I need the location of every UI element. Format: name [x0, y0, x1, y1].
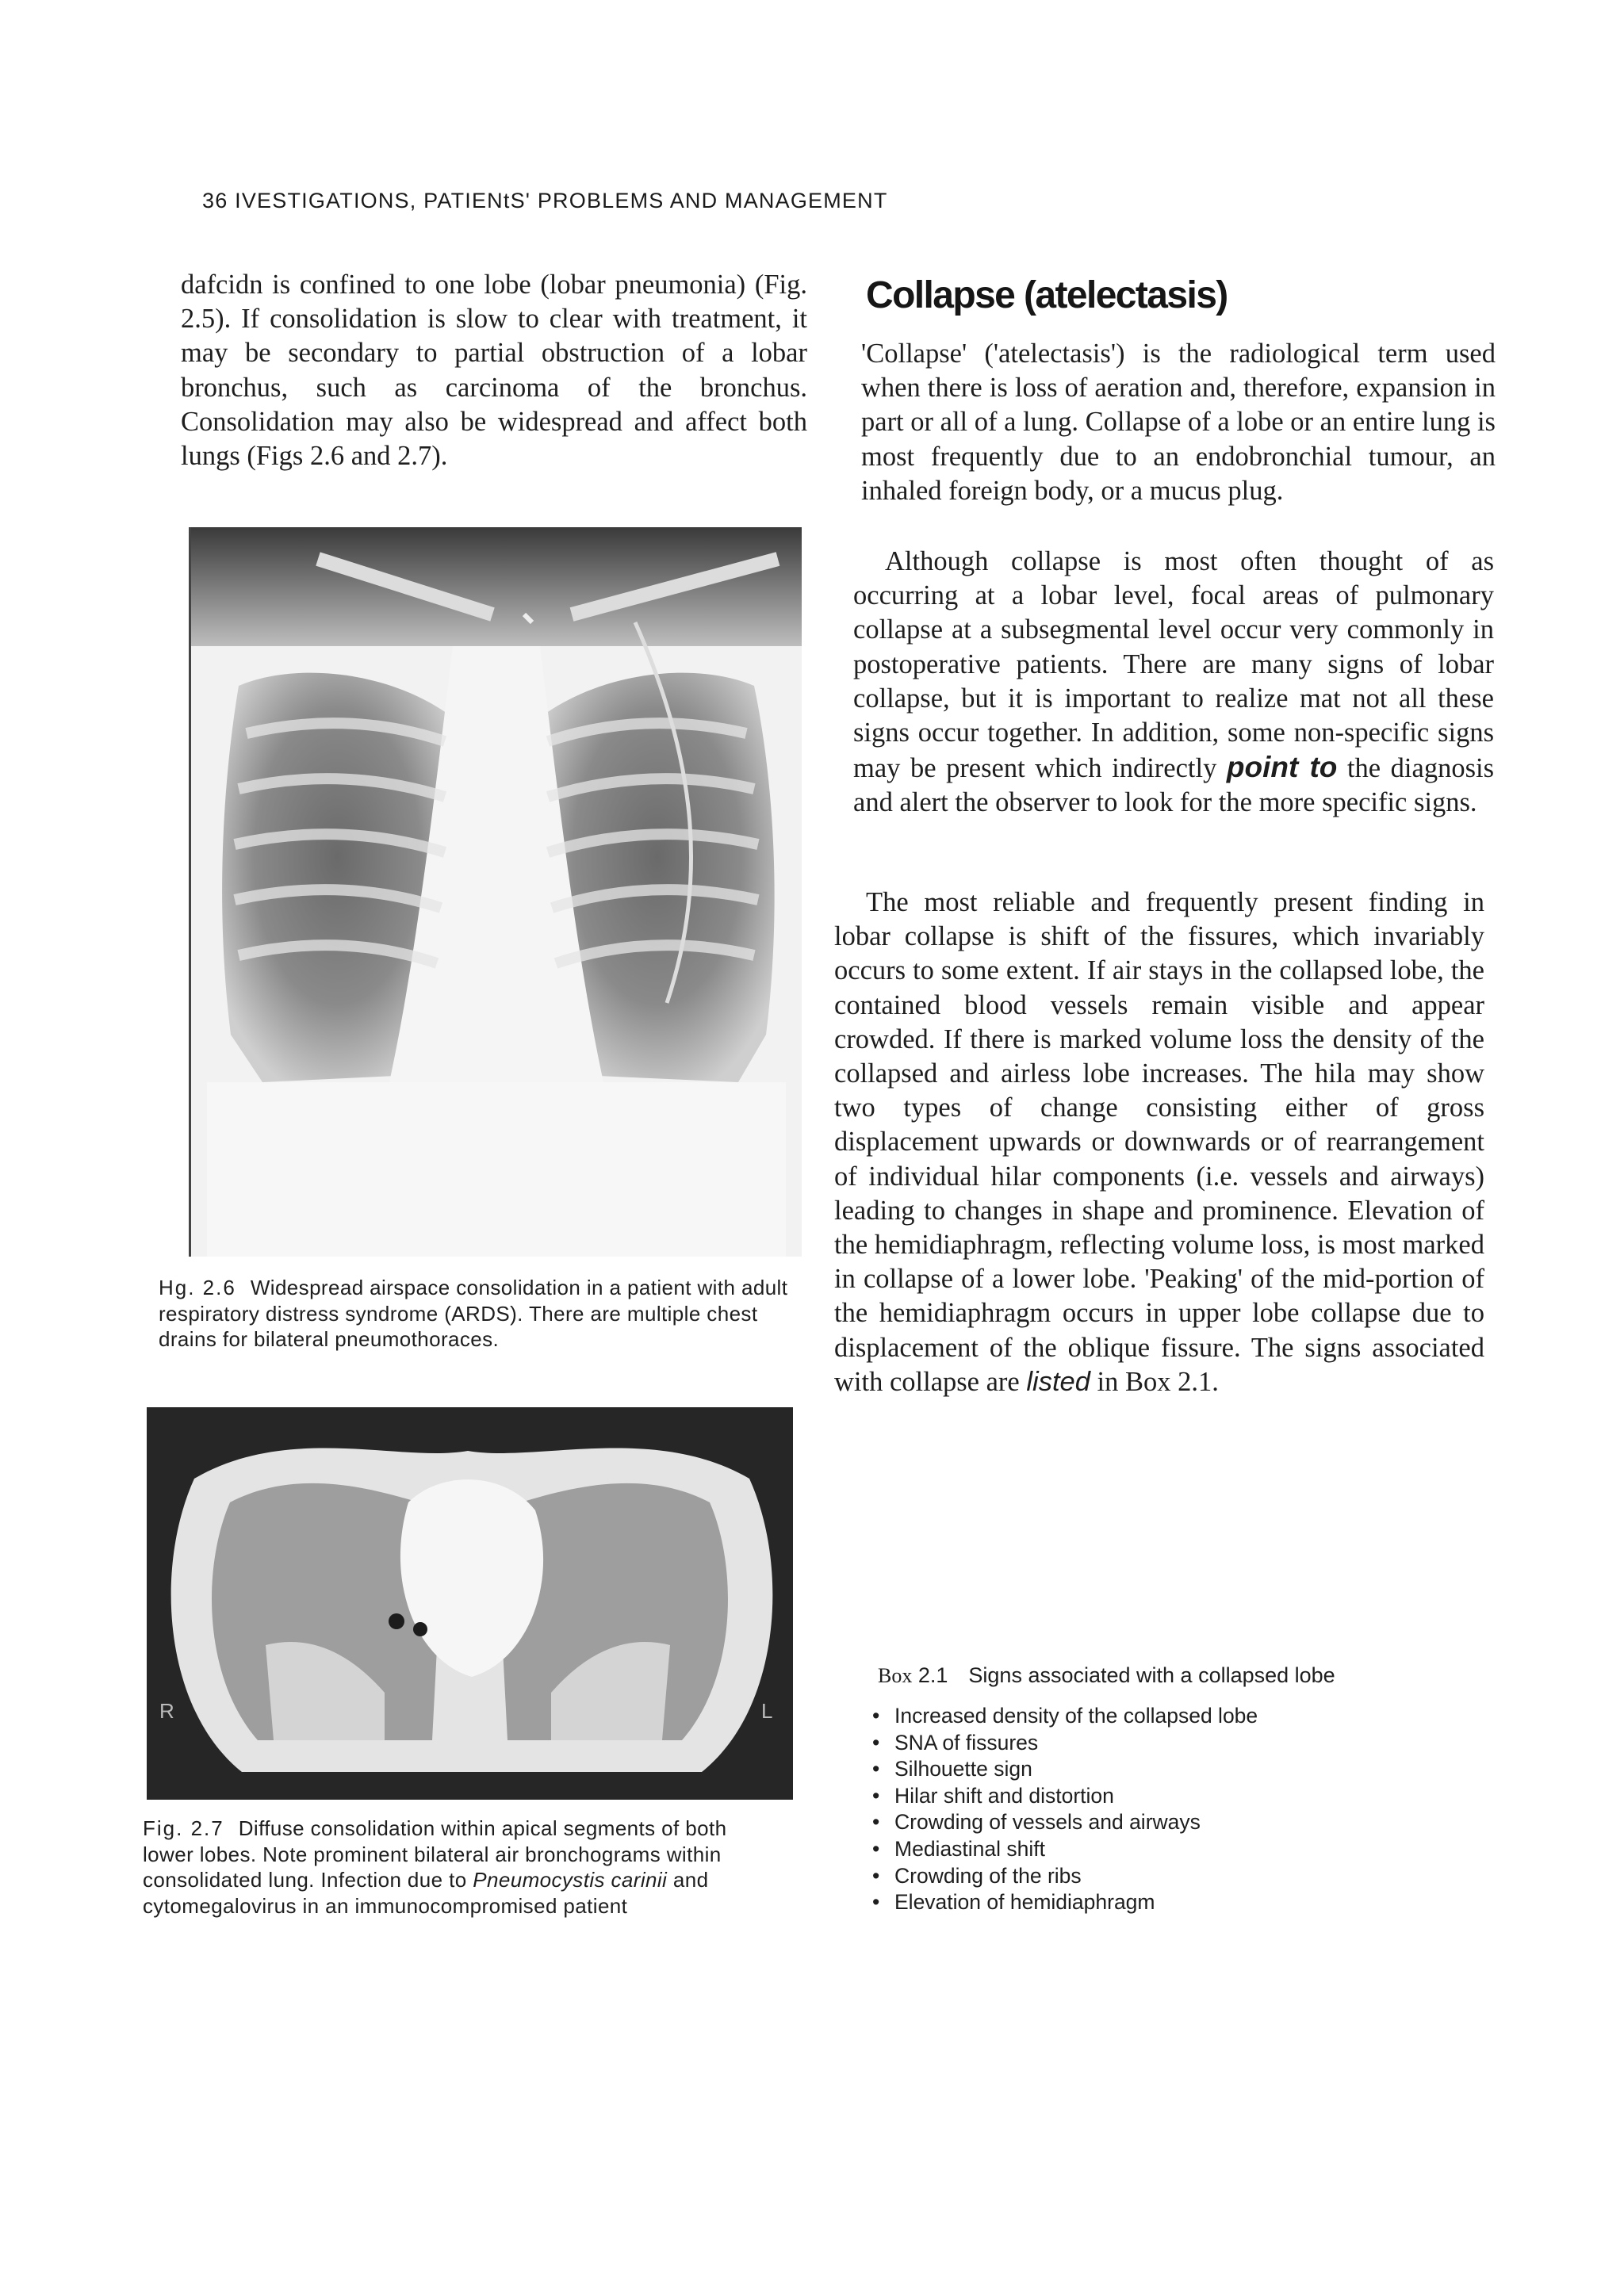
list-item: • Crowding of vessels and airways — [872, 1809, 1491, 1836]
collapse-paragraph-2 — [853, 545, 1494, 821]
bullet-icon: • — [872, 1704, 880, 1728]
bullet-icon: • — [872, 1810, 880, 1835]
collapse-paragraph-3-emphasis: listed — [1026, 1366, 1090, 1397]
figure-2-6-caption-text: Widespread airspace consolidation in a patient with adult respiratory distress syndrome (ARDS). There are multiple chest drains for bilateral pneumothoraces. — [159, 1276, 788, 1351]
list-item: • Silhouette sign — [872, 1756, 1491, 1783]
box-2-1-label: Box — [878, 1664, 913, 1687]
figure-2-7-caption-italic: Pneumocystis carinii — [473, 1868, 668, 1892]
list-item: • Increased density of the collapsed lobe — [872, 1703, 1491, 1730]
collapse-paragraph-1 — [861, 337, 1496, 508]
ct-scan-figure-2-7 — [147, 1407, 793, 1800]
collapse-paragraph-1-text: 'Collapse' ('atelectasis') is the radiological term used when there is loss of aeration and, therefore, expansion in part or all of a lung. Collapse of a lobe or an entire lung is most frequently due to an endobronchial tumour, an inhaled foreign body, or a mucus plug. — [861, 339, 1496, 506]
list-item: • Hilar shift and distortion — [872, 1783, 1491, 1810]
bullet-icon: • — [872, 1890, 880, 1915]
collapse-paragraph-2-emphasis: point to — [1226, 751, 1338, 784]
figure-2-7-caption-text: Diffuse consolidation within apical segments of both lower lobes. Note prominent bilateral air bronchograms within consolidated lung. Infection due to — [143, 1816, 727, 1892]
box-2-1-title-text: Signs associated with a collapsed lobe — [968, 1663, 1335, 1687]
list-item: • SNA of fissures — [872, 1730, 1491, 1757]
bullet-icon: • — [872, 1783, 880, 1808]
chest-xray-image — [191, 527, 802, 1257]
figure-2-6-label: Hg. 2.6 — [159, 1276, 236, 1299]
figure-2-6-caption — [159, 1275, 793, 1353]
figure-2-7-caption — [143, 1816, 777, 1919]
list-item: • Crowding of the ribs — [872, 1863, 1491, 1890]
collapse-paragraph-3-end: in Box 2.1. — [1090, 1366, 1219, 1397]
left-paragraph: dafcidn is confined to one lobe (lobar pneumonia) (Fig. 2.5). If consolidation is slow to clear with treatment, it may be secondary to partial obstruction of a lobar bronchus, such as carcinoma of the bronchus. Consolidation may also be widespread and affect both lungs (Figs 2.6 and 2.7). — [181, 270, 807, 472]
bullet-icon: • — [872, 1730, 880, 1755]
list-item: • Mediastinal shift — [872, 1836, 1491, 1863]
ct-scan-image — [147, 1407, 793, 1800]
bullet-icon: • — [872, 1836, 880, 1861]
box-2-1-list — [872, 1703, 1491, 1916]
collapse-paragraph-2-start: Although collapse is most often thought of as occurring at a lobar level, focal areas of pulmonary collapse at a subsegmental level occur very commonly in postoperative patients. There are many signs of lobar collapse, but it is important to realize mat not all these signs occur together. In addition, some non-specific signs may be present which indirectly — [853, 546, 1494, 784]
list-item: • Elevation of hemidiaphragm — [872, 1889, 1491, 1916]
ct-right-marker: R — [159, 1699, 174, 1723]
box-2-1-title — [878, 1663, 1335, 1688]
figure-2-7-label: Fig. 2.7 — [143, 1816, 224, 1840]
figure-2-7-caption-end: and cytomegalovirus in an immunocompromised patient — [143, 1868, 709, 1918]
chest-xray-figure-2-6 — [189, 527, 802, 1257]
collapse-paragraph-3-start: The most reliable and frequently present finding in lobar collapse is shift of the fissures, which invariably occurs to some extent. If air stays in the collapsed lobe, the contained blood vessels remain visible and appear crowded. If there is marked volume loss the density of the collapsed and airless lobe increases. The hila may show two types of change consisting either of gross displacement upwards or downwards or of rearrangement of individual hilar components (i.e. vessels and airways) leading to changes in shape and prominence. Elevation of the hemidiaphragm, reflecting volume loss, is most marked in collapse of a lower lobe. 'Peaking' of the mid-portion of the hemidiaphragm occurs in upper lobe collapse due to displacement of the oblique fissure. The signs associated with collapse are — [834, 887, 1484, 1397]
bullet-icon: • — [872, 1757, 880, 1781]
running-head: 36 IVESTIGATIONS, PATIENtS' PROBLEMS AND MANAGEMENT — [202, 189, 888, 212]
ct-left-marker: L — [761, 1699, 773, 1723]
bullet-icon: • — [872, 1863, 880, 1888]
section-heading: Collapse (atelectasis) — [866, 274, 1228, 316]
box-2-1-number: 2.1 — [917, 1663, 948, 1687]
collapse-paragraph-2-end: the diagnosis and alert the observer to look for the more specific signs. — [853, 753, 1495, 818]
left-column-text — [181, 268, 807, 473]
collapse-paragraph-3 — [834, 886, 1484, 1399]
